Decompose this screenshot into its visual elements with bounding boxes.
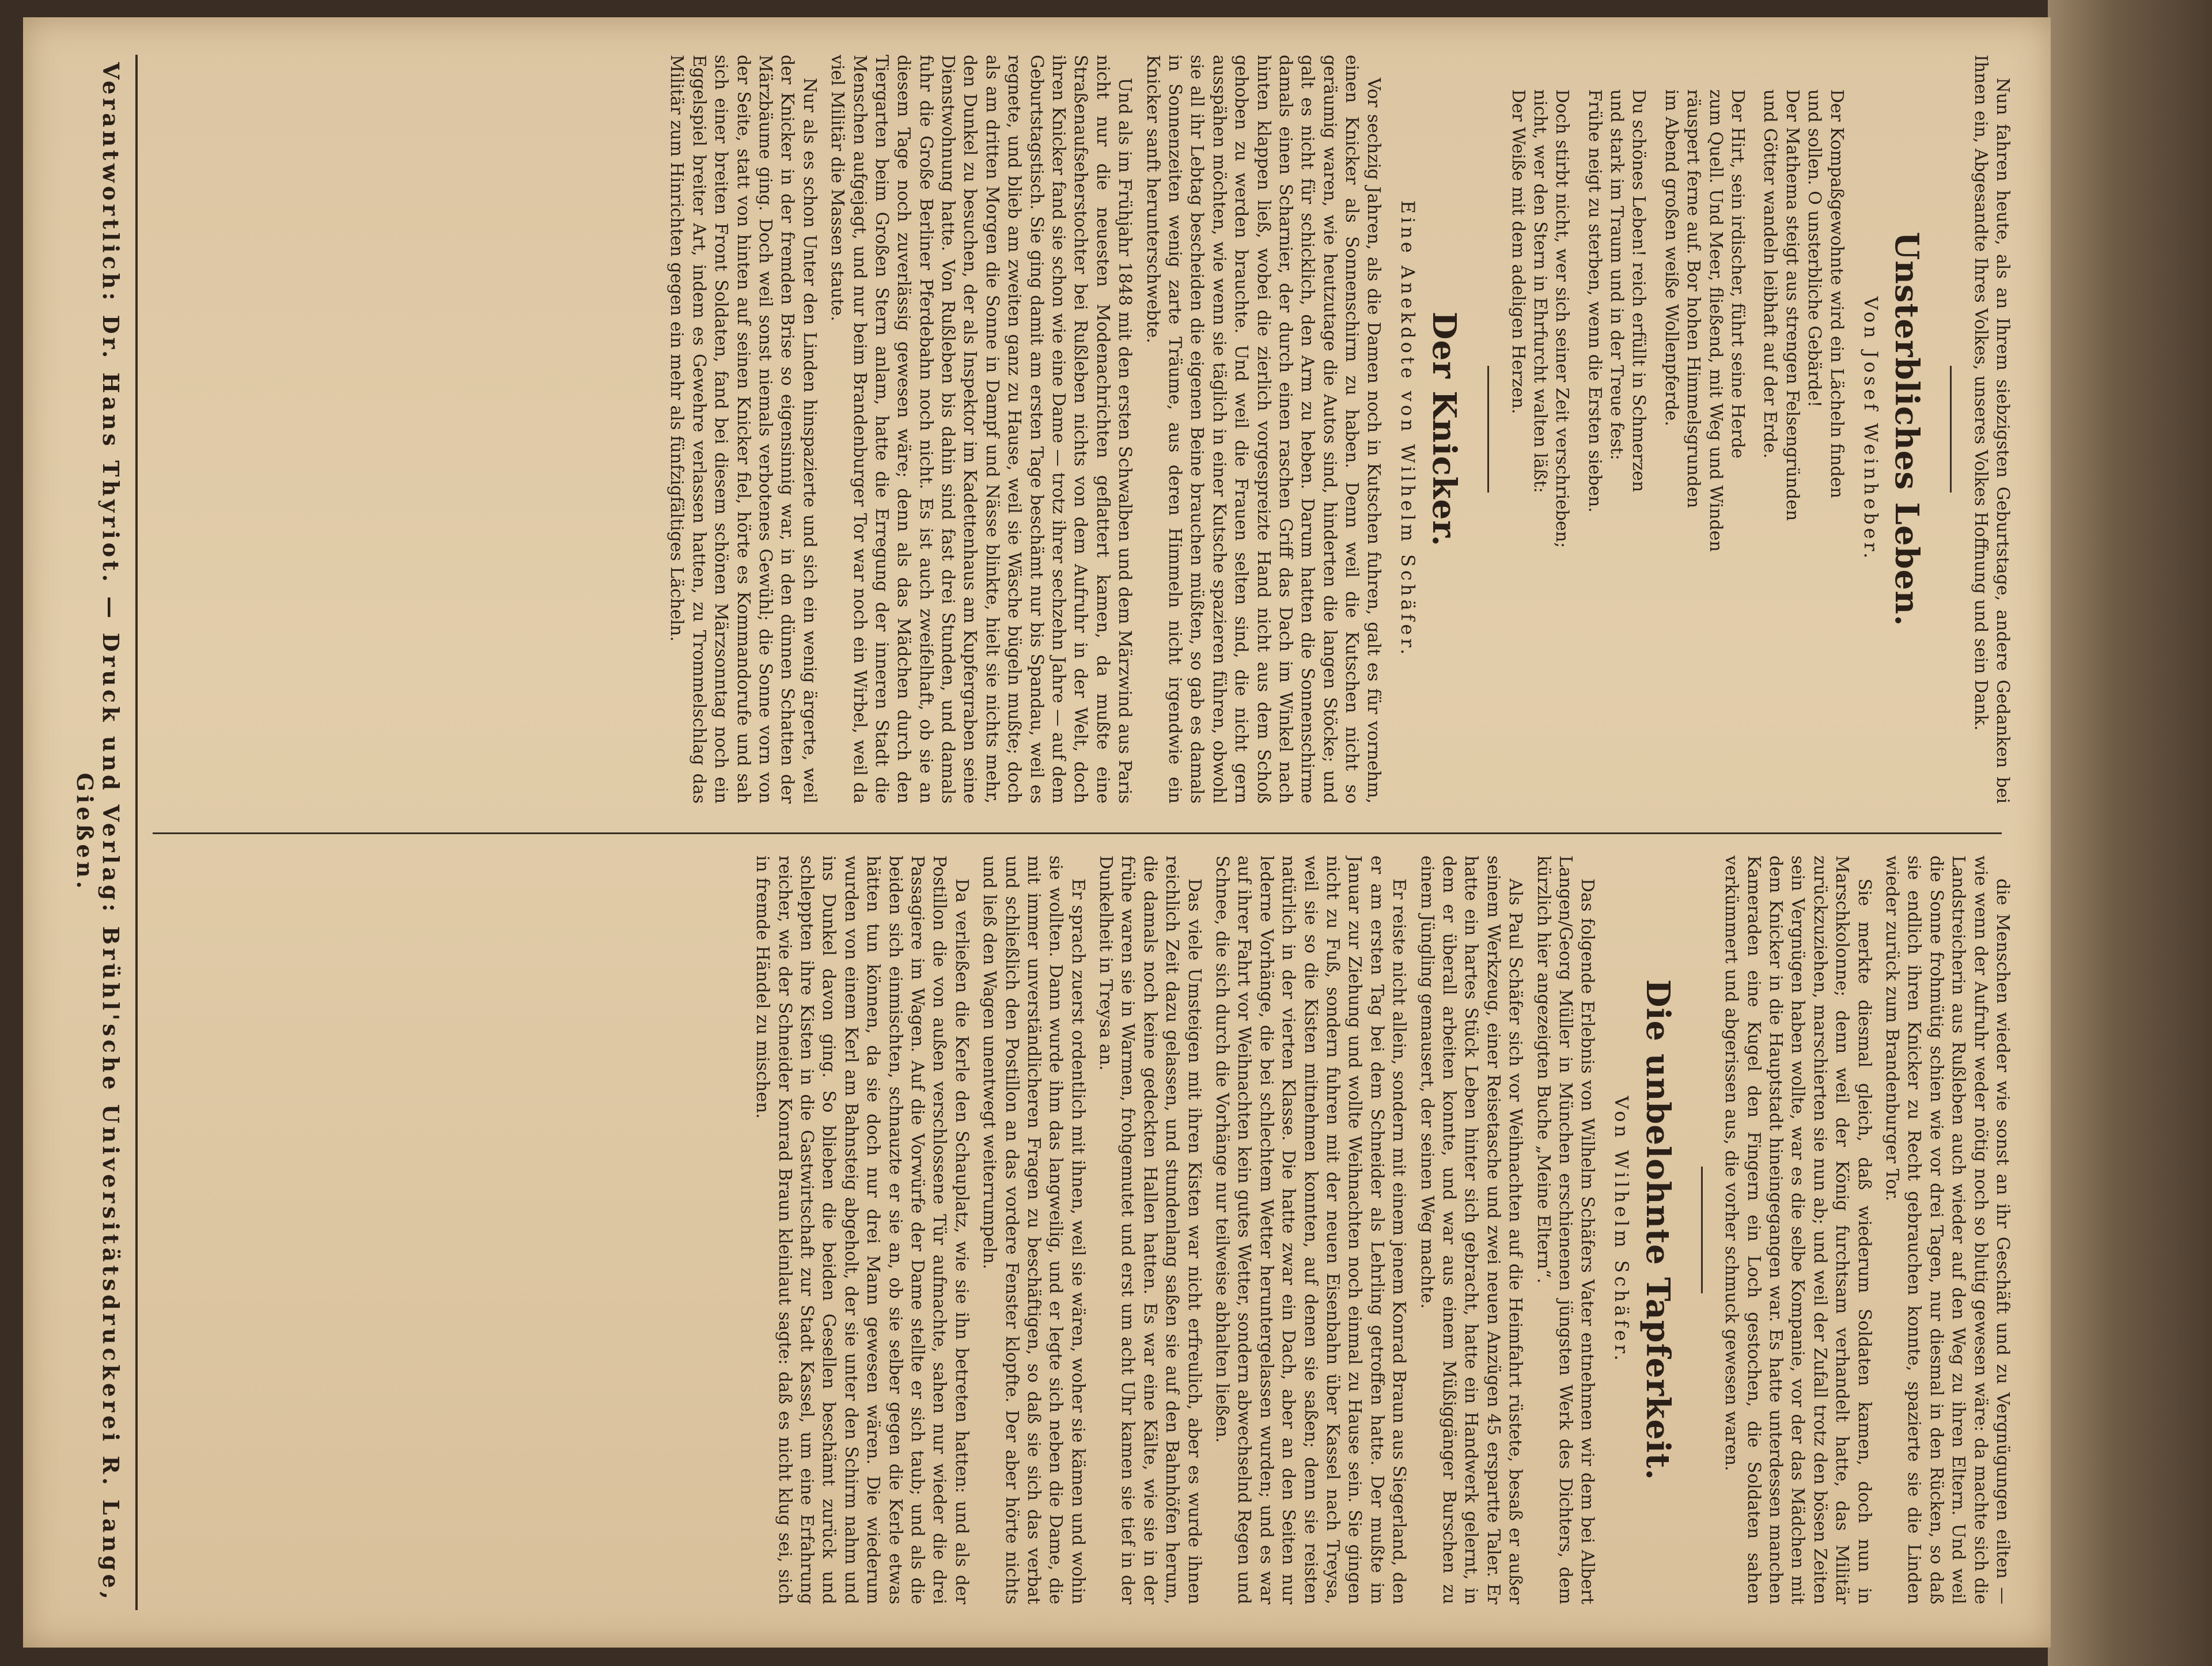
poem-line: nicht, wer den Stern in Ehrfurcht walten läßt: [1529, 89, 1550, 493]
newspaper-page [23, 17, 2051, 1648]
column-divider [153, 832, 2002, 834]
story-subtitle: Eine Anekdote von Wilhelm Schäfer. [1397, 200, 1419, 658]
poem-line: Der Kompaßgewohnte wird ein Lächeln finden [1826, 89, 1847, 498]
story-paragraph: Als Paul Schäfer sich vor Weihnachten auf die Heimfahrt rüstete, besaß er außer seinem Werkzeug, einer Reisetasche und zwei neuen Anzügen 45 erspartte Taler. Er hatte ein hartes Stück Leben hinter sich gebracht, hatte ein Handwerk gelernt, in dem er überall arbeiten konnte, und war aus einem Müßiggänger Burschen zu einem Jüngling gemausert, der seinen Weg machte. [1416, 855, 1526, 1604]
left-column [135, 55, 2013, 804]
continuation-paragraph: Sie merkte diesmal gleich, daß wiederum Soldaten kamen, doch nun in Marschkolonne; denn weil der König furchtsam verhandelt hatte, das Militär zurückzuziehen, marschierten sie nun ab; und weil der Zufall trotz den bösen Zeiten sein Vergnügen haben wollte, war es die selbe Kompanie, vor der das Mädchen mit dem Knicker in die Hauptstadt hineingegangen war. Es hatte unterdessen manchen Kameraden eine Kugel den Fingern ein Loch gestochen, die Soldaten sahen verkümmert und abgerissen aus, die vorher schmuck gewesen waren. [1721, 855, 1874, 1604]
story-paragraph: Das viele Umsteigen mit ihren Kisten war nicht erfreulich, aber es wurde ihnen reichlich Zeit dazu gelassen, und stundenlang saßen sie auf den Bahnhöfen herum, die damals noch keine gedeckten Hallen hatten. Es war eine Kälte, wie sie in der frühe waren sie in Warmen, frohgemutet und erst um acht Uhr kamen sie tief in der Dunkelheit in Treysa an. [1096, 855, 1205, 1604]
poem-line: und sollen. O unsterbliche Gebärde! [1804, 89, 1825, 408]
poem-line: Du schönes Leben! reich erfüllt in Schmerzen [1628, 89, 1649, 493]
story-paragraph: Und als im Frühjahr 1848 mit den ersten Schwalben und dem Märzwind aus Paris nicht nur die neuesten Modenachrichten geflattert kamen, da mußte eine Straßenaufseherstochter bei Rußleben nichts von dem Aufruhr in der Welt, doch ihren Knicker fand sie schon wie eine Dame — trotz ihrer sechzehn Jahre — auf dem Geburtstagstisch. Sie ging damit am ersten Tage beschämt nur bis Spandau, weil es regnete, und blieb am zweiten ganz zu Hause, weil sie Wäsche bügeln mußte; doch als am dritten Morgen die Sonne in Dampf und Nässe blinkte, hielt sie nichts mehr, den Dunkel zu besuchen, der als Inspektor im Kadettenhaus am Kupfergraben seine Dienstwohnung hatte. Von Rußleben bis dahin sind fast drei Stunden, und damals fuhr die Große Berliner Pferdebahn noch nicht. Es ist auch zweifelhaft, ob sie an diesem Tage noch zuverlässig gewesen wäre; denn als das Mädchen durch den Tiergarten beim Großen Stern anlam, hatte die Erregung der inneren Stadt die Menschen aufgejagt, und nur beim Brandenburger Tor war noch ein Wirbel, weil da viel Militär die Massen staute. [827, 55, 1135, 804]
book-page-edge [2048, 0, 2212, 1666]
poem-line: im Abend großen weiße Wollenpferde. [1661, 89, 1681, 426]
poem-line: und stark im Traum und in der Treue fest: [1607, 89, 1627, 460]
rotated-content [37, 32, 2036, 1633]
poem-line: zum Quell. Und Meer, fließend, mit Weg und Winden [1705, 89, 1726, 552]
imprint-footer: Verantwortlich: Dr. Hans Thyriot. — Druck und Verlag: Brühl'sche Universitätsdruckerei R. Lange, Gießen. [72, 55, 138, 1610]
story-author: Von Wilhelm Schäfer. [1611, 1096, 1633, 1364]
poem-stanza [1660, 89, 1748, 804]
poem-line: Frühe neigt zu sterben, wenn die Ersten sieben. [1584, 89, 1605, 513]
story-paragraph: Er sprach zuerst ordentlich mit ihnen, weil sie wären, woher sie kämen und wohin sie wollten. Dann wurde ihm das langweilig, und er legte sich neben die Dame, die mit immer unverständlicheren Fragen zu beschäftigen, so daß sie sich das verbat und schließlich den Postillon an das vordere Fenster klopfte. Der aber hörte nichts und ließ den Wagen unentwegt weiterrumpeln. [979, 855, 1088, 1604]
poem-stanza [1506, 89, 1573, 804]
poem-line: Doch stirbt nicht, wer sich seiner Zeit verschrieben; [1552, 89, 1573, 548]
section-divider [1950, 366, 1952, 493]
intro-paragraph: Nun fahren heute, als an Ihrem siebzigsten Geburtstage, andere Gedanken bei Ihnen ein, Abgesandte Ihres Volkes, unseres Volkes Hoffnung und sein Dank. [1970, 55, 2013, 804]
story-paragraph: Er reiste nicht allein, sondern mit einem jenem Konrad Braun aus Siegerland, den er am ersten Tag bei dem Schneider als Lehrling getroffen hatte. Der mußte im Januar zur Ziehung und wollte Weihnachten noch einmal zu Hause sein. Sie gingen nicht zu Fuß, sondern fuhren mit der neuen Eisenbahn über Kassel nach Treysa, weil sie so die Kisten mitnehmen konnten, auf denen sie saßen; denn sie reisten natürlich in der vierten Klasse. Die hatte zwar ein Dach, aber an den Seiten nur lederne Vorhänge, die bei schlechtem Wetter heruntergelassen wurden; und es war auf ihrer Fahrt vor Weihnachten kein gutes Wetter, sondern abwechselnd Regen und Schnee, die sich durch die Vorhänge nur teilweise abhalten ließen. [1212, 855, 1410, 1604]
story-paragraph: Da verließen die Kerle den Schauplatz, wie sie ihn betreten hatten: und als der Postillon die von außen verschlossene Tür aufmachte, sahen nur wieder die drei Passagiere im Wagen. Auf die Vorwürfe der Dame stellte er sich taub; und als die beiden sich einmischten, schnauzte er sie an, ob sie selber gegen die Kerle etwas hätten tun können, da sie doch nur drei Mann gewesen wären. Die wiederum wurden von einem Kerl am Bahnsteig abgeholt, der sie unter den Schirm nahm und ins Dunkel davon ging. So blieben die beiden Gesellen beschämt zurück und schleppten ihre Kisten in die Gastwirtschaft zur Stadt Kassel, um eine Erfahrung reicher, wie der Schneider Konrad Braun kleinlaut sagte: daß es nicht klug sei, sich in fremde Händel zu mischen. [752, 855, 972, 1604]
section-divider [1487, 366, 1489, 493]
story-paragraph: Vor sechzig Jahren, als die Damen noch in Kutschen fuhren, galt es für vornehm, einen Knicker als Sonnenschirm zu haben. Denn weil die Kutschen nicht so geräumig waren, wie heutzutage die Autos sind, hinderten die langen Stöcke; und galt es nicht für schicklich, den Arm zu heben. Darum hatten die Sonnenschirme damals einen Scharnier, der durch einen raschen Griff das Dach im Winkel nach hinten klappen ließ, wobei die zierlich vorgespreizte Hand nicht aus dem Schoß gehoben zu werden brauchte. Und weil die Frauen selten sind, die nicht gern ausspähen möchten, wie wenn sie täglich in einer Kutsche spazieren führen, obwohl sie all ihr Lebtag bescheiden die eigenen Beine brauchen müßten, so gab es damals in Sonnenzeiten wenig zarte Träume, aus deren Himmeln nicht irgendwie ein Knicker sanft herunterschwebte. [1142, 55, 1384, 804]
story-paragraph: Das folgende Erlebnis von Wilhelm Schäfers Vater entnehmen wir dem bei Albert Langen/Georg Müller in München erschienenen jüngsten Werk des Dichters, dem kürzlich hier angezeigten Buche „Meine Eltern“. [1533, 855, 1598, 1604]
poem-line: und Götter wandeln leibhaft auf der Erde. [1760, 89, 1781, 459]
poem-body [1506, 55, 1847, 804]
right-column [135, 855, 2013, 1604]
poem-stanza [1583, 89, 1649, 804]
poem-title: Unsterbliches Leben. [1888, 232, 1926, 627]
poem-author: Von Josef Weinheber. [1859, 296, 1882, 562]
continuation-paragraph: die Menschen wieder wie sonst an ihr Geschäft und zu Vergnügungen eilten — wie wenn der Aufruhr weder nötig noch so blutig gewesen wäre: da machte sich die Landstreicherin aus Rußleben auch wieder auf den Weg zu ihren Eltern. Und weil die Sonne frohmütig schien wie vor drei Tagen, nur diesmal in den Rücken, so daß sie endlich ihren Knicker zu Recht gebrauchen konnte, spazierte sie die Linden wieder zurück zum Brandenburger Tor. [1882, 855, 2013, 1604]
poem-line: Der Hirt, sein irdischer, führt seine Herde [1728, 89, 1748, 459]
story-paragraph: Nur als es schon Unter den Linden hinspazierte und sich ein wenig ärgerte, weil der Knicker in der fremden Brise so eigensinnig war, in den dünnen Schatten der Märzbäume ging. Doch weil sonst niemals verbotenes Gewühl; die Sonne vorn von der Seite, statt von hinten auf seinen Knicker fiel, hörte es Kommandorufe und sah sich einer breiten Front Soldaten, fand bei diesem schönen Märzsonntag noch ein Eggelspiel breiter Art, indem es Gewehre verlassen hatten, zu Trommelschlag das Militär zum Hinrichten gegen ein mehr als fünfzigfältiges Lächeln. [666, 55, 820, 804]
poem-line: Der Mathema steigt aus strengen Felsengründen [1782, 89, 1802, 521]
poem-line: räuspert ferne auf. Bor hohen Himmelsgrunden [1683, 89, 1704, 509]
section-divider [1701, 1167, 1703, 1293]
story-title: Der Knicker. [1425, 311, 1464, 547]
story-title: Die unbelohnte Tapferkeit. [1638, 979, 1677, 1481]
poem-line: Der Weiße mit dem adeligen Herzen. [1508, 89, 1528, 414]
poem-stanza [1759, 89, 1847, 804]
